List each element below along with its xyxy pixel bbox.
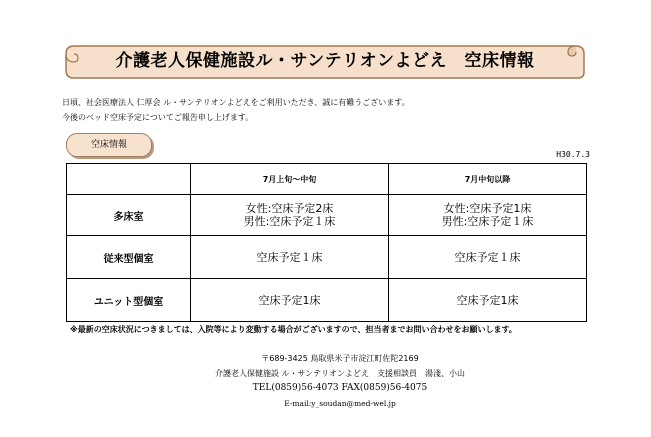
title-banner: [62, 42, 588, 80]
header-cell-period-1: 7月上旬～中旬: [191, 164, 389, 195]
notice-text: ※最新の空床状況につきましては、入院等により変動する場合がございますので、担当者までお問い合わせをお願いします。: [70, 325, 517, 334]
vacancy-cell: [389, 236, 587, 279]
room-type-cell: ユニット型個室: [67, 279, 191, 322]
page-title: 介護老人保健施設ル・サンテリオンよどえ 空床情報: [115, 51, 535, 71]
vacancy-line: 男性:空床予定１床: [243, 215, 336, 228]
intro-line: 今後のベッド空床予定についてご報告申し上げます。: [62, 113, 254, 122]
vacancy-line: 女性:空床予定2床: [245, 202, 334, 215]
section-label: 空床情報: [66, 133, 152, 157]
intro-text: [62, 95, 410, 125]
vacancy-cell: [191, 279, 389, 322]
header-cell-empty: [67, 164, 191, 195]
report-date: H30.7.3: [556, 150, 590, 159]
contact-footer: [160, 351, 520, 411]
table-header-row: [67, 164, 587, 195]
vacancy-cell: [389, 195, 587, 236]
header-cell-period-2: 7月中旬以降: [389, 164, 587, 195]
vacancy-cell: [389, 279, 587, 322]
table-row: [67, 195, 587, 236]
vacancy-line: 男性:空床予定１床: [441, 215, 534, 228]
contact-line: 介護老人保健施設 ル・サンテリオンよどえ 支援相談員 湯淺、小山: [214, 369, 466, 378]
table-row: [67, 236, 587, 279]
vacancy-table: [66, 163, 587, 322]
vacancy-line: 空床予定１床: [454, 250, 521, 264]
address-line: 〒689-3425 鳥取県米子市淀江町佐陀2169: [261, 354, 419, 363]
phone-fax-line: TEL(0859)56-4073 FAX(0859)56-4075: [252, 383, 428, 393]
vacancy-cell: [191, 195, 389, 236]
room-type-cell: 多床室: [67, 195, 191, 236]
vacancy-cell: [191, 236, 389, 279]
vacancy-line: 女性:空床予定1床: [443, 202, 532, 215]
vacancy-line: 空床予定１床: [256, 250, 323, 264]
intro-line: 日頃、社会医療法人 仁厚会 ル・サンテリオンよどえをご利用いただき、誠に有難うございます。: [62, 98, 410, 107]
room-type-cell: 従来型個室: [67, 236, 191, 279]
vacancy-line: 空床予定1床: [456, 293, 519, 307]
vacancy-line: 空床予定1床: [258, 293, 321, 307]
table-row: [67, 279, 587, 322]
email-line[interactable]: E-mail:y_soudan@med-wel.jp: [284, 399, 396, 408]
